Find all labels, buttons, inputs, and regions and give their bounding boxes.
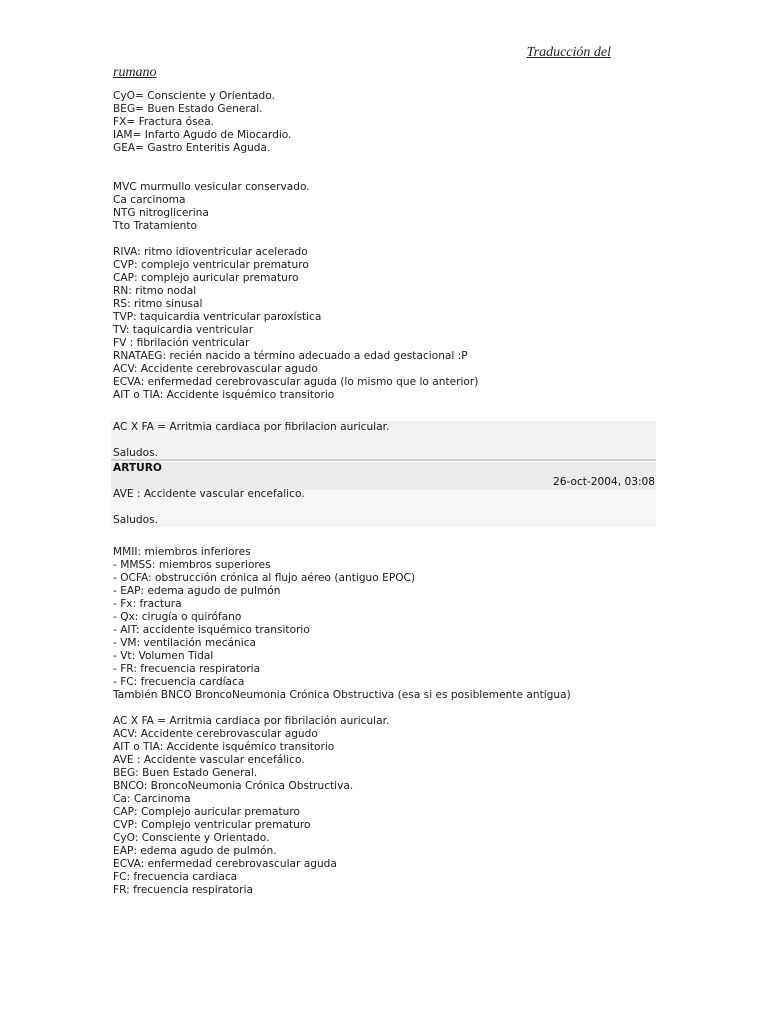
text-line: TV: taquicardia ventricular xyxy=(113,324,254,336)
header-subtitle: rumano xyxy=(113,65,157,80)
text-line: MMII: miembros inferiores xyxy=(113,546,251,558)
text-line: RNATAEG: recién nacido a término adecuado a edad gestacional :P xyxy=(113,350,468,362)
blank-line xyxy=(113,434,389,447)
text-line: CyO= Consciente y Orientado. xyxy=(113,90,275,102)
forum-post-1-content xyxy=(113,421,389,460)
text-line: FV : fibrilación ventricular xyxy=(113,337,250,349)
blank-line xyxy=(113,501,305,514)
post-text: AC X FA = Arritmia cardiaca por fibrilacion auricular. xyxy=(113,421,390,433)
text-line: - MMSS: miembros superiores xyxy=(113,559,271,571)
text-line: AIT o TIA: Accidente isquémico transitorio xyxy=(113,389,335,401)
post-closing: Saludos. xyxy=(113,514,158,526)
text-line: - FC: frecuencia cardíaca xyxy=(113,676,245,688)
abbreviations-block-2 xyxy=(113,181,310,233)
text-line: ECVA: enfermedad cerebrovascular aguda xyxy=(113,858,337,870)
text-line: Ca carcinoma xyxy=(113,194,186,206)
text-line: CVP: complejo ventricular prematuro xyxy=(113,259,309,271)
text-line: TVP: taquicardia ventricular paroxística xyxy=(113,311,322,323)
post-closing: Saludos. xyxy=(113,447,158,459)
post-author: ARTURO xyxy=(113,462,162,474)
text-line: ACV: Accidente cerebrovascular agudo xyxy=(113,363,318,375)
text-line: - OCFA: obstrucción crónica al flujo aéreo (antiguo EPOC) xyxy=(113,572,416,584)
text-line: También BNCO BroncoNeumonia Crónica Obstructiva (esa si es posiblemente antigua) xyxy=(113,689,571,701)
text-line: GEA= Gastro Enteritis Aguda. xyxy=(113,142,271,154)
header-title: Traducción del xyxy=(526,45,611,60)
text-line: BEG= Buen Estado General. xyxy=(113,103,263,115)
text-line: - Fx: fractura xyxy=(113,598,182,610)
text-line: CVP: Complejo ventricular prematuro xyxy=(113,819,311,831)
post-date: 26-oct-2004, 03:08 xyxy=(552,476,655,488)
text-line: NTG nitroglicerina xyxy=(113,207,209,219)
post-text: AVE : Accidente vascular encefalico. xyxy=(113,488,305,500)
text-line: CyO: Consciente y Orientado. xyxy=(113,832,270,844)
text-line: AIT o TIA: Accidente isquémico transitorio xyxy=(113,741,335,753)
text-line: - VM: ventilación mecánica xyxy=(113,637,257,649)
text-line: Tto Tratamiento xyxy=(113,220,198,232)
text-line: AC X FA = Arritmia cardiaca por fibrilación auricular. xyxy=(113,715,390,727)
text-line: - EAP: edema agudo de pulmón xyxy=(113,585,281,597)
text-line: - Vt: Volumen Tidal xyxy=(113,650,214,662)
text-line: IAM= Infarto Agudo de Miocardio. xyxy=(113,129,292,141)
text-line: ECVA: enfermedad cerebrovascular aguda (lo mismo que lo anterior) xyxy=(113,376,479,388)
post-divider xyxy=(111,459,656,461)
text-line: RN: ritmo nodal xyxy=(113,285,197,297)
text-line: RS: ritmo sinusal xyxy=(113,298,203,310)
text-line: Ca: Carcinoma xyxy=(113,793,191,805)
abbreviations-block-1 xyxy=(113,90,291,155)
text-line: ACV: Accidente cerebrovascular agudo xyxy=(113,728,318,740)
text-line: FR: frecuencia respiratoria xyxy=(113,884,253,896)
text-line: AVE : Accidente vascular encefálico. xyxy=(113,754,305,766)
text-line: EAP: edema agudo de pulmón. xyxy=(113,845,277,857)
document-header xyxy=(113,44,611,82)
abbreviations-block-5 xyxy=(113,715,389,897)
forum-post-2-content xyxy=(113,488,305,527)
text-line: - AIT: accidente isquémico transitorio xyxy=(113,624,310,636)
text-line: MVC murmullo vesicular conservado. xyxy=(113,181,310,193)
text-line: CAP: complejo auricular prematuro xyxy=(113,272,299,284)
text-line: RIVA: ritmo idioventricular acelerado xyxy=(113,246,308,258)
text-line: BEG: Buen Estado General. xyxy=(113,767,258,779)
text-line: FC: frecuencia cardiaca xyxy=(113,871,238,883)
text-line: FX= Fractura ósea. xyxy=(113,116,215,128)
abbreviations-block-3 xyxy=(113,246,478,402)
text-line: - Qx: cirugía o quirófano xyxy=(113,611,242,623)
abbreviations-block-4 xyxy=(113,546,571,702)
text-line: BNCO: BroncoNeumonia Crónica Obstructiva. xyxy=(113,780,354,792)
text-line: - FR: frecuencia respiratoria xyxy=(113,663,261,675)
text-line: CAP: Complejo auricular prematuro xyxy=(113,806,300,818)
